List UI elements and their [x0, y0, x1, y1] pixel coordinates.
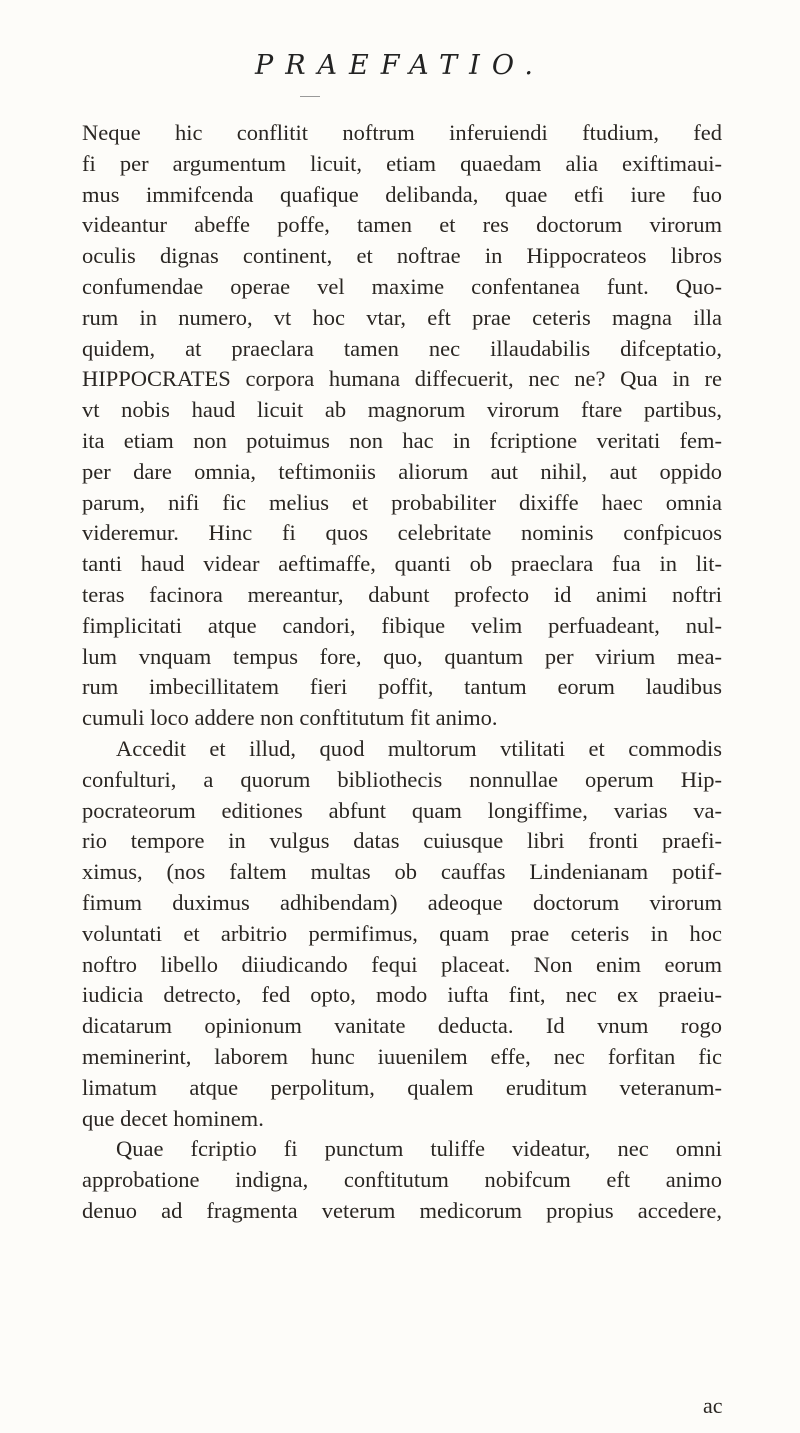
text-line: fimplicitati atque candori, fibique velim perfuadeant, nul- [82, 612, 722, 638]
text-line: dicatarum opinionum vanitate deducta. Id vnum rogo [82, 1013, 722, 1039]
catchword: ac [703, 1393, 723, 1418]
body-text [82, 118, 722, 1227]
text-line: que decet hominem. [82, 1105, 264, 1131]
text-line: noftro libello diiudicando fequi placeat. Non enim eorum [82, 951, 722, 977]
text-line: Neque hic conflitit noftrum inferuiendi ftudium, fed [82, 120, 722, 145]
text-line: lum vnquam tempus fore, quo, quantum per virium mea- [82, 643, 722, 669]
text-line: confumendae operae vel maxime confentanea funt. Quo- [82, 273, 722, 299]
text-line: fi per argumentum licuit, etiam quaedam alia exiftimaui- [82, 150, 722, 176]
text-line: approbatione indigna, conftitutum nobifcum eft animo [82, 1167, 722, 1193]
text-line: rum imbecillitatem fieri poffit, tantum eorum laudibus [82, 674, 722, 700]
text-line: HIPPOCRATES corpora humana diffecuerit, nec ne? Qua in re [82, 366, 722, 392]
text-line: voluntati et arbitrio permifimus, quam prae ceteris in hoc [82, 920, 722, 946]
running-title: PRAEFATIO. [255, 50, 545, 81]
text-line: ximus, (nos faltem multas ob cauffas Lindenianam potif- [82, 859, 722, 885]
text-line: cumuli loco addere non conftitutum fit animo. [82, 705, 498, 731]
text-line: tanti haud videar aeftimaffe, quanti ob praeclara fua in lit- [82, 551, 722, 577]
text-line: teras facinora mereantur, dabunt profecto id animi noftri [82, 581, 722, 607]
text-line: denuo ad fragmenta veterum medicorum propius accedere, [82, 1197, 722, 1223]
text-line: limatum atque perpolitum, qualem eruditum veteranum- [82, 1074, 722, 1100]
text-line: vt nobis haud licuit ab magnorum virorum ftare partibus, [82, 397, 722, 423]
text-line: videantur abeffe poffe, tamen et res doctorum virorum [82, 212, 722, 238]
text-line: Quae fcriptio fi punctum tuliffe videatur, nec omni [116, 1136, 722, 1162]
text-line: Accedit et illud, quod multorum vtilitati et commodis [116, 735, 722, 761]
text-line: rio tempore in vulgus datas cuiusque libri fronti praefi- [82, 828, 722, 854]
text-line: quidem, at praeclara tamen nec illaudabilis difceptatio, [82, 335, 722, 361]
text-line: confulturi, a quorum bibliothecis nonnullae operum Hip- [82, 766, 722, 792]
text-line: iudicia detrecto, fed opto, modo iufta fint, nec ex praeiu- [82, 982, 722, 1008]
text-line: per dare omnia, teftimoniis aliorum aut nihil, aut oppido [82, 458, 722, 484]
text-line: meminerint, laborem hunc iuuenilem effe, nec forfitan fic [82, 1043, 722, 1069]
text-line: oculis dignas continent, et noftrae in Hippocrateos libros [82, 243, 722, 269]
text-line: videremur. Hinc fi quos celebritate nominis confpicuos [82, 520, 722, 546]
text-line: rum in numero, vt hoc vtar, eft prae ceteris magna illa [82, 304, 722, 330]
text-line: pocrateorum editiones abfunt quam longiffime, varias va- [82, 797, 722, 823]
text-line: parum, nifi fic melius et probabiliter dixiffe haec omnia [82, 489, 722, 515]
header-rule [300, 96, 320, 97]
text-line: ita etiam non potuimus non hac in fcriptione veritati fem- [82, 427, 722, 453]
text-line: fimum duximus adhibendam) adeoque doctorum virorum [82, 889, 722, 915]
text-line: mus immifcenda quafique delibanda, quae etfi iure fuo [82, 181, 722, 207]
